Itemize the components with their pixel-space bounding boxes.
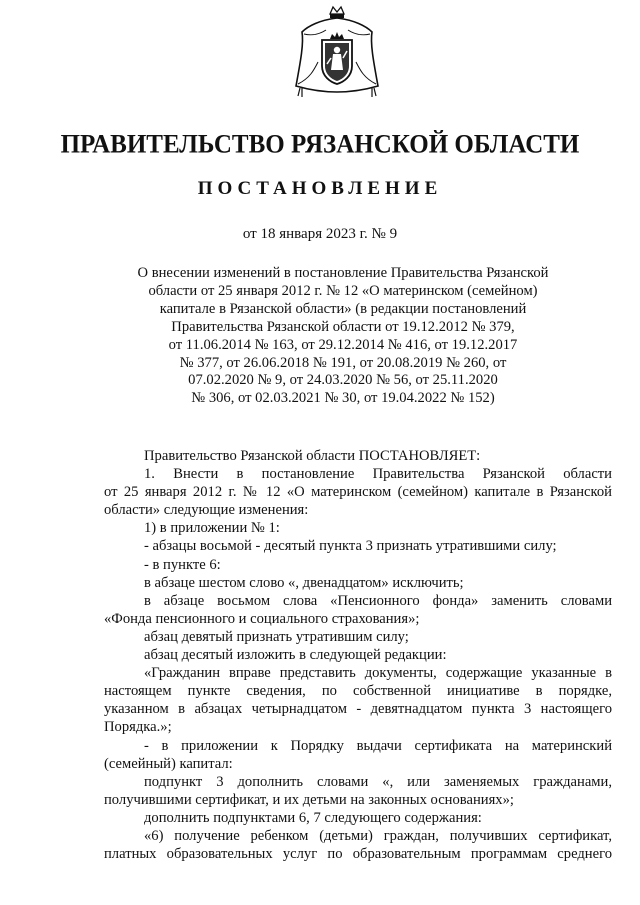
paragraph-line: «Гражданин вправе представить документы, содержащие указанные в <box>144 665 612 682</box>
subject-line: от 11.06.2014 № 163, от 29.12.2014 № 416, от 19.12.2017 <box>168 336 518 353</box>
paragraph-line: получившими сертификат, и их детьми на законных основаниях»; <box>104 791 514 808</box>
subject-line: капитале в Рязанской области» (в редакции постановлений <box>159 300 527 317</box>
subject-line: Правительства Рязанской области от 19.12.2012 № 379, <box>171 318 515 335</box>
paragraph-line: «6) получение ребенком (детьми) граждан, получивших сертификат, <box>144 827 612 844</box>
paragraph-line: - в приложении к Порядку выдачи сертификата на материнский <box>144 737 612 754</box>
paragraph-line: 1. Внести в постановление Правительства Рязанской области <box>144 466 612 483</box>
paragraph-preamble: Правительство Рязанской области ПОСТАНОВЛЯЕТ: <box>144 448 481 464</box>
government-title: ПРАВИТЕЛЬСТВО РЯЗАНСКОЙ ОБЛАСТИ <box>60 130 580 159</box>
paragraph-line: «Фонда пенсионного и социального страхования»; <box>104 610 420 627</box>
document-date-number: от 18 января 2023 г. № 9 <box>242 226 398 242</box>
document-body <box>104 447 612 863</box>
paragraph-line: подпункт 3 дополнить словами «, или заменяемых гражданами, <box>144 773 612 790</box>
paragraph-line: в абзаце восьмом слова «Пенсионного фонда» заменить словами <box>144 592 612 609</box>
paragraph-item: абзац десятый изложить в следующей редакции: <box>144 647 447 664</box>
paragraph-line: указанном в абзацах четырнадцатом - девятнадцатом пункта 3 настоящего <box>104 701 612 718</box>
subject-line: 07.02.2020 № 9, от 24.03.2020 № 56, от 25.11.2020 <box>188 372 498 389</box>
paragraph-line: области» следующие изменения: <box>104 502 309 519</box>
paragraph-line: от 25 января 2012 г. № 12 «О материнском (семейном) капитале в Рязанской <box>104 484 612 501</box>
paragraph-item: дополнить подпунктами 6, 7 следующего содержания: <box>144 809 482 826</box>
subject-line: № 306, от 02.03.2021 № 30, от 19.04.2022 № 152) <box>191 390 495 407</box>
paragraph-item: - в пункте 6: <box>144 556 221 573</box>
paragraph-item: 1) в приложении № 1: <box>144 520 280 537</box>
document-type: ПОСТАНОВЛЕНИЕ <box>197 178 443 199</box>
paragraph-line: (семейный) капитал: <box>104 755 233 772</box>
subject-line: № 377, от 26.06.2018 № 191, от 20.08.2019 № 260, от <box>179 354 507 371</box>
document-subject <box>110 265 576 408</box>
subject-line: области от 25 января 2012 г. № 12 «О материнском (семейном) <box>148 282 538 299</box>
paragraph-line: Порядка.»; <box>104 719 172 736</box>
paragraph-item: - абзацы восьмой - десятый пункта 3 признать утратившими силу; <box>144 538 557 555</box>
paragraph-item: в абзаце шестом слово «, двенадцатом» исключить; <box>144 574 464 591</box>
paragraph-item: абзац девятый признать утратившим силу; <box>144 628 409 645</box>
subject-line: О внесении изменений в постановление Правительства Рязанской <box>137 265 549 281</box>
coat-of-arms-emblem <box>290 4 384 100</box>
paragraph-line: платных образовательных услуг по образовательным программам среднего <box>104 846 612 863</box>
paragraph-line: настоящем пункте сведения, по собственной инициативе в порядке, <box>104 683 612 700</box>
